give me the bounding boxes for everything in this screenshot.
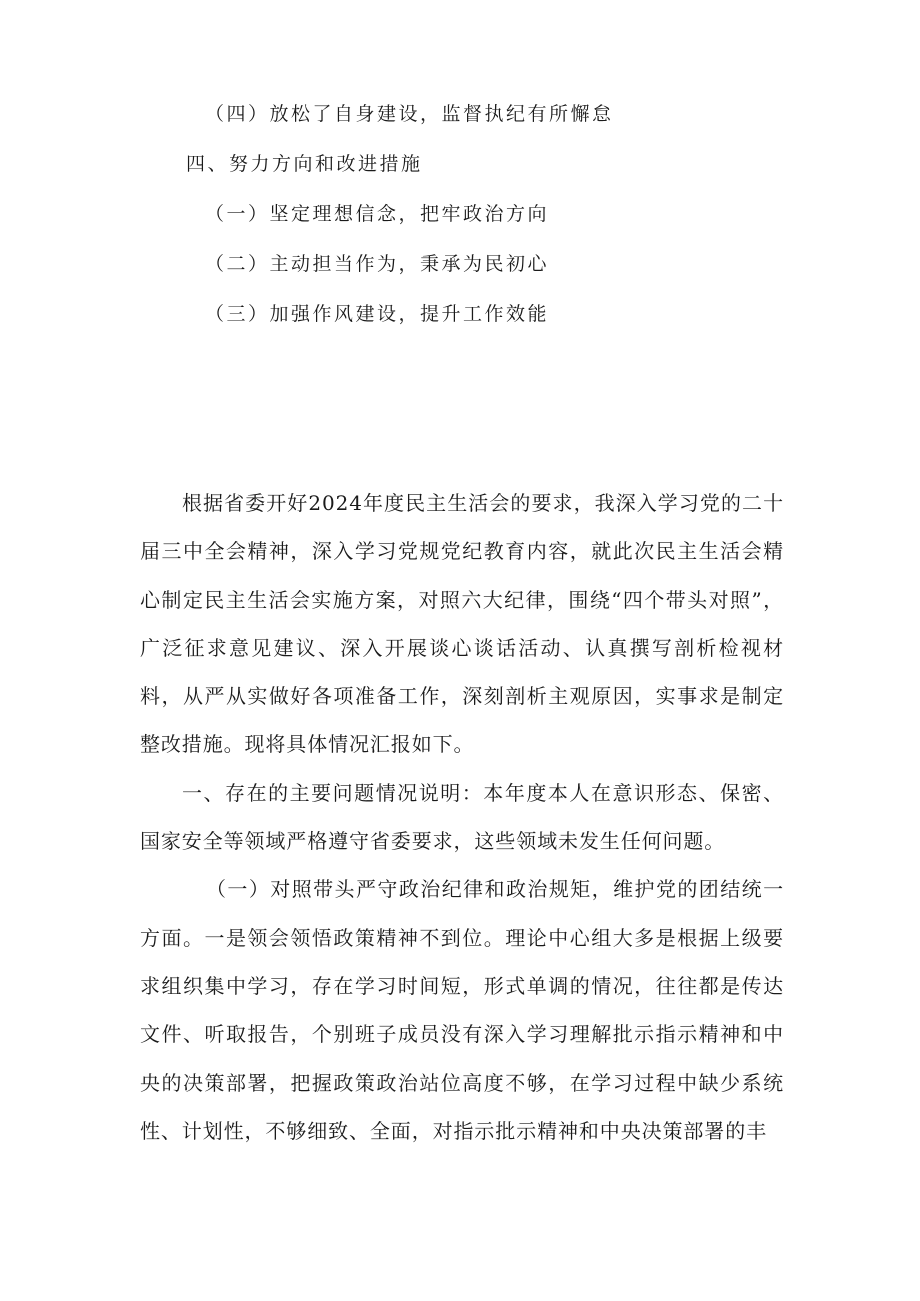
toc-item-1: （一）坚定理想信念，把牢政治方向: [205, 203, 550, 225]
toc-item-2: （二）主动担当作为，秉承为民初心: [205, 253, 550, 275]
intro-paragraph: 根据省委开好2024年度民主生活会的要求，我深入学习党的二十届三中全会精神，深入学习党规党纪教育内容，就此次民主生活会精心制定民主生活会实施方案，对照六大纪律，围绕“四个带头对照”，广泛征求意见建议、深入开展谈心谈话活动、认真撰写剖析检视材料，从严从实做好各项准备工作，深刻剖析主观原因，实事求是制定整改措施。现将具体情况汇报如下。: [140, 491, 784, 757]
problem-heading-paragraph: 一、存在的主要问题情况说明：本年度本人在意识形态、保密、国家安全等领域严格遵守省委要求，这些领域未发生任何问题。: [140, 780, 784, 854]
toc-item-3: （三）加强作风建设，提升工作效能: [205, 303, 550, 325]
item-1-paragraph: （一）对照带头严守政治纪律和政治规矩，维护党的团结统一方面。一是领会领悟政策精神不到位。理论中心组大多是根据上级要求组织集中学习，存在学习时间短，形式单调的情况，往往都是传达文件、听取报告，个别班子成员没有深入学习理解批示指示精神和中央的决策部署，把握政策政治站位高度不够，在学习过程中缺少系统性、计划性，不够细致、全面，对指示批示精神和中央决策部署的丰: [140, 877, 784, 1143]
toc-item-4: （四）放松了自身建设，监督执纪有所懈怠: [205, 103, 614, 125]
body-section: [140, 479, 784, 1155]
toc-section-heading: 四、努力方向和改进措施: [186, 153, 423, 175]
